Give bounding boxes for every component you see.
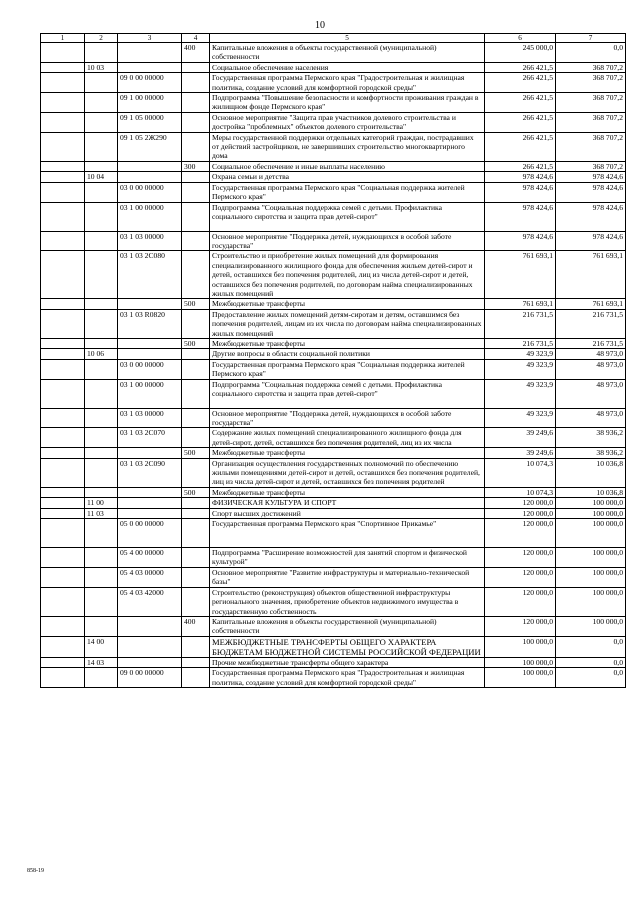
- cell-c7: 368 707,2: [556, 112, 626, 132]
- cell-c1: [41, 616, 85, 636]
- cell-c2: [85, 616, 118, 636]
- cell-c1: [41, 202, 85, 231]
- cell-c1: [41, 519, 85, 548]
- cell-c7: 38 936,2: [556, 448, 626, 458]
- cell-c1: [41, 299, 85, 309]
- cell-c2: 11 00: [85, 498, 118, 508]
- cell-c3: 09 1 05 00000: [118, 112, 182, 132]
- cell-c2: 14 03: [85, 657, 118, 667]
- table-row: [41, 567, 626, 587]
- cell-c2: 11 03: [85, 508, 118, 518]
- cell-c4: [182, 62, 210, 72]
- header-cell-3: 3: [118, 34, 182, 43]
- cell-c1: [41, 428, 85, 448]
- table-row: [41, 519, 626, 548]
- cell-c3: 03 0 00 00000: [118, 359, 182, 379]
- cell-c6: 120 000,0: [485, 587, 556, 616]
- cell-c3: [118, 349, 182, 359]
- cell-c6: 39 249,6: [485, 428, 556, 448]
- cell-c2: [85, 567, 118, 587]
- cell-c4: [182, 587, 210, 616]
- table-row: [41, 132, 626, 161]
- cell-c5: Социальное обеспечение и иные выплаты населению: [210, 161, 485, 171]
- cell-c2: [85, 428, 118, 448]
- cell-c1: [41, 487, 85, 497]
- table-row: [41, 93, 626, 113]
- cell-c5: Организация осуществления государственных полномочий по обеспечению жилыми помещениями детей-сирот и детей, оставшихся без попечения родителей, лиц из числа детей-сирот и детей, оставшихся без попечения родителей: [210, 458, 485, 487]
- cell-c4: [182, 251, 210, 299]
- table-row: [41, 458, 626, 487]
- cell-c1: [41, 43, 85, 63]
- cell-c6: 761 693,1: [485, 251, 556, 299]
- cell-c1: [41, 636, 85, 657]
- cell-c3: 05 4 00 00000: [118, 548, 182, 568]
- cell-c1: [41, 349, 85, 359]
- cell-c6: 49 323,9: [485, 359, 556, 379]
- cell-c1: [41, 567, 85, 587]
- cell-c5: Прочие межбюджетные трансферты общего характера: [210, 657, 485, 667]
- cell-c6: 266 421,5: [485, 161, 556, 171]
- table-row: [41, 251, 626, 299]
- cell-c2: 10 03: [85, 62, 118, 72]
- cell-c1: [41, 498, 85, 508]
- cell-c5: Межбюджетные трансферты: [210, 299, 485, 309]
- cell-c7: 368 707,2: [556, 73, 626, 93]
- cell-c3: [118, 43, 182, 63]
- cell-c4: [182, 112, 210, 132]
- cell-c7: 0,0: [556, 668, 626, 688]
- cell-c6: 120 000,0: [485, 548, 556, 568]
- cell-c3: 05 0 00 00000: [118, 519, 182, 548]
- cell-c7: 368 707,2: [556, 62, 626, 72]
- cell-c3: [118, 487, 182, 497]
- cell-c4: 300: [182, 161, 210, 171]
- cell-c4: [182, 508, 210, 518]
- cell-c3: 09 0 00 00000: [118, 73, 182, 93]
- cell-c5: Основное мероприятие "Развитие инфраструктуры и материально-технической базы": [210, 567, 485, 587]
- cell-c3: 05 4 03 42000: [118, 587, 182, 616]
- cell-c1: [41, 62, 85, 72]
- cell-c2: [85, 73, 118, 93]
- cell-c7: 0,0: [556, 43, 626, 63]
- cell-c7: 48 973,0: [556, 408, 626, 428]
- table-row: [41, 161, 626, 171]
- cell-c2: [85, 93, 118, 113]
- cell-c3: [118, 62, 182, 72]
- cell-c1: [41, 548, 85, 568]
- cell-c6: 49 323,9: [485, 379, 556, 408]
- cell-c3: [118, 299, 182, 309]
- cell-c4: [182, 359, 210, 379]
- cell-c6: 10 074,3: [485, 487, 556, 497]
- cell-c3: [118, 161, 182, 171]
- cell-c2: [85, 587, 118, 616]
- cell-c2: 14 00: [85, 636, 118, 657]
- cell-c1: [41, 251, 85, 299]
- cell-c2: [85, 132, 118, 161]
- table-row: [41, 587, 626, 616]
- cell-c7: 978 424,6: [556, 231, 626, 251]
- cell-c6: 120 000,0: [485, 498, 556, 508]
- cell-c5: Подпрограмма "Социальная поддержка семей с детьми. Профилактика социального сиротства и защита прав детей-сирот": [210, 379, 485, 408]
- cell-c6: 216 731,5: [485, 309, 556, 338]
- cell-c1: [41, 182, 85, 202]
- cell-c3: 09 1 00 00000: [118, 93, 182, 113]
- cell-c7: 978 424,6: [556, 182, 626, 202]
- cell-c1: [41, 458, 85, 487]
- cell-c3: 03 1 03 2С090: [118, 458, 182, 487]
- cell-c1: [41, 668, 85, 688]
- cell-c5: Межбюджетные трансферты: [210, 338, 485, 348]
- cell-c1: [41, 112, 85, 132]
- cell-c6: 266 421,5: [485, 73, 556, 93]
- cell-c4: [182, 172, 210, 182]
- cell-c3: 09 0 00 00000: [118, 668, 182, 688]
- table-row: [41, 636, 626, 657]
- cell-c2: [85, 161, 118, 171]
- cell-c6: 978 424,6: [485, 172, 556, 182]
- cell-c5: Межбюджетные трансферты: [210, 487, 485, 497]
- table-row: [41, 428, 626, 448]
- cell-c7: 100 000,0: [556, 508, 626, 518]
- cell-c3: [118, 498, 182, 508]
- table-row: [41, 231, 626, 251]
- cell-c4: 500: [182, 448, 210, 458]
- cell-c2: [85, 309, 118, 338]
- cell-c5: Подпрограмма "Повышение безопасности и комфортности проживания граждан в жилищном фонде Пермского края": [210, 93, 485, 113]
- cell-c3: [118, 636, 182, 657]
- cell-c2: [85, 112, 118, 132]
- cell-c5: Государственная программа Пермского края "Социальная поддержка жителей Пермского края": [210, 182, 485, 202]
- cell-c6: 49 323,9: [485, 408, 556, 428]
- header-cell-4: 4: [182, 34, 210, 43]
- table-row: [41, 112, 626, 132]
- cell-c1: [41, 338, 85, 348]
- cell-c7: 368 707,2: [556, 132, 626, 161]
- cell-c5: Капитальные вложения в объекты государственной (муниципальной) собственности: [210, 43, 485, 63]
- cell-c6: 100 000,0: [485, 668, 556, 688]
- cell-c2: [85, 408, 118, 428]
- cell-c7: 978 424,6: [556, 202, 626, 231]
- cell-c4: [182, 182, 210, 202]
- cell-c3: 03 1 00 00000: [118, 379, 182, 408]
- cell-c6: 245 000,0: [485, 43, 556, 63]
- cell-c2: [85, 299, 118, 309]
- cell-c2: [85, 519, 118, 548]
- table-row: [41, 508, 626, 518]
- cell-c2: [85, 43, 118, 63]
- cell-c3: 03 1 03 2С080: [118, 251, 182, 299]
- table-row: [41, 349, 626, 359]
- cell-c3: 03 1 03 R0820: [118, 309, 182, 338]
- cell-c6: 266 421,5: [485, 132, 556, 161]
- table-row: [41, 359, 626, 379]
- cell-c4: [182, 548, 210, 568]
- cell-c7: 48 973,0: [556, 359, 626, 379]
- cell-c4: [182, 636, 210, 657]
- cell-c4: [182, 458, 210, 487]
- cell-c6: 216 731,5: [485, 338, 556, 348]
- cell-c5: Строительство и приобретение жилых помещений для формирования специализированного жилищного фонда для обеспечения жильем детей-сирот и детей, оставшихся без попечения родителей, лиц из числа детей-сирот и детей, оставшихся без попечения родителей, по договорам найма специализированных жилых помещений: [210, 251, 485, 299]
- cell-c4: [182, 309, 210, 338]
- table-row: [41, 309, 626, 338]
- table-row: [41, 202, 626, 231]
- cell-c5: Подпрограмма "Социальная поддержка семей с детьми. Профилактика социального сиротства и защита прав детей-сирот": [210, 202, 485, 231]
- cell-c5: Другие вопросы в области социальной политики: [210, 349, 485, 359]
- page-number: 10: [315, 20, 325, 31]
- cell-c7: 48 973,0: [556, 379, 626, 408]
- table-row: [41, 299, 626, 309]
- cell-c1: [41, 587, 85, 616]
- cell-c2: [85, 668, 118, 688]
- cell-c2: [85, 379, 118, 408]
- cell-c3: 03 1 03 00000: [118, 231, 182, 251]
- cell-c3: 03 1 03 00000: [118, 408, 182, 428]
- cell-c7: 100 000,0: [556, 587, 626, 616]
- cell-c4: 500: [182, 299, 210, 309]
- cell-c6: 120 000,0: [485, 616, 556, 636]
- cell-c6: 266 421,5: [485, 93, 556, 113]
- table-row: [41, 43, 626, 63]
- footer-code: 858-19: [27, 868, 44, 874]
- cell-c7: 100 000,0: [556, 548, 626, 568]
- cell-c1: [41, 448, 85, 458]
- cell-c5: Основное мероприятие "Поддержка детей, нуждающихся в особой заботе государства": [210, 408, 485, 428]
- cell-c7: 368 707,2: [556, 161, 626, 171]
- cell-c6: 120 000,0: [485, 567, 556, 587]
- cell-c6: 120 000,0: [485, 519, 556, 548]
- table-row: [41, 62, 626, 72]
- cell-c6: 39 249,6: [485, 448, 556, 458]
- cell-c2: [85, 359, 118, 379]
- cell-c4: [182, 73, 210, 93]
- cell-c2: [85, 251, 118, 299]
- cell-c5: Меры государственной поддержки отдельных категорий граждан, пострадавших от действий застройщиков, не завершивших строительство многоквартирного дома: [210, 132, 485, 161]
- cell-c5: Подпрограмма "Расширение возможностей для занятий спортом и физической культурой": [210, 548, 485, 568]
- cell-c3: [118, 172, 182, 182]
- table-row: [41, 338, 626, 348]
- cell-c4: 500: [182, 338, 210, 348]
- budget-table: [40, 33, 626, 688]
- cell-c5: Капитальные вложения в объекты государственной (муниципальной) собственности: [210, 616, 485, 636]
- table-row: [41, 487, 626, 497]
- cell-c1: [41, 73, 85, 93]
- cell-c5: МЕЖБЮДЖЕТНЫЕ ТРАНСФЕРТЫ ОБЩЕГО ХАРАКТЕРА БЮДЖЕТАМ БЮДЖЕТНОЙ СИСТЕМЫ РОССИЙСКОЙ ФЕДЕРАЦИИ: [210, 636, 485, 657]
- cell-c2: [85, 231, 118, 251]
- cell-c1: [41, 172, 85, 182]
- cell-c7: 0,0: [556, 657, 626, 667]
- cell-c4: [182, 379, 210, 408]
- cell-c3: 09 1 05 2Ж290: [118, 132, 182, 161]
- header-cell-6: 6: [485, 34, 556, 43]
- cell-c5: Межбюджетные трансферты: [210, 448, 485, 458]
- cell-c7: 100 000,0: [556, 519, 626, 548]
- cell-c3: [118, 448, 182, 458]
- cell-c7: 216 731,5: [556, 309, 626, 338]
- cell-c6: 978 424,6: [485, 182, 556, 202]
- table-row: [41, 73, 626, 93]
- cell-c7: 100 000,0: [556, 567, 626, 587]
- cell-c7: 38 936,2: [556, 428, 626, 448]
- table-row: [41, 668, 626, 688]
- cell-c5: Охрана семьи и детства: [210, 172, 485, 182]
- cell-c6: 120 000,0: [485, 508, 556, 518]
- cell-c7: 761 693,1: [556, 251, 626, 299]
- cell-c5: Государственная программа Пермского края "Градостроительная и жилищная политика, создание условий для комфортной городской среды": [210, 73, 485, 93]
- cell-c7: 10 036,8: [556, 487, 626, 497]
- cell-c7: 216 731,5: [556, 338, 626, 348]
- cell-c4: [182, 408, 210, 428]
- cell-c7: 100 000,0: [556, 498, 626, 508]
- cell-c5: ФИЗИЧЕСКАЯ КУЛЬТУРА И СПОРТ: [210, 498, 485, 508]
- cell-c6: 266 421,5: [485, 62, 556, 72]
- header-cell-7: 7: [556, 34, 626, 43]
- cell-c6: 10 074,3: [485, 458, 556, 487]
- cell-c5: Предоставление жилых помещений детям-сиротам и детям, оставшимся без попечения родителей, лицам из их числа по договорам найма специализированных жилых помещений: [210, 309, 485, 338]
- cell-c7: 368 707,2: [556, 93, 626, 113]
- cell-c2: [85, 338, 118, 348]
- cell-c5: Основное мероприятие "Поддержка детей, нуждающихся в особой заботе государства": [210, 231, 485, 251]
- cell-c5: Строительство (реконструкция) объектов общественной инфраструктуры регионального значения, приобретение объектов недвижимого имущества в государственную собственность: [210, 587, 485, 616]
- cell-c1: [41, 657, 85, 667]
- cell-c7: 10 036,8: [556, 458, 626, 487]
- table-row: [41, 548, 626, 568]
- cell-c4: [182, 202, 210, 231]
- cell-c2: 10 06: [85, 349, 118, 359]
- cell-c4: [182, 132, 210, 161]
- table-row: [41, 657, 626, 667]
- table-row: [41, 172, 626, 182]
- cell-c5: Спорт высших достижений: [210, 508, 485, 518]
- cell-c5: Основное мероприятие "Защита прав участников долевого строительства и достройка "проблемных" объектов долевого строительства": [210, 112, 485, 132]
- cell-c4: [182, 567, 210, 587]
- cell-c6: 978 424,6: [485, 202, 556, 231]
- budget-table-body: [41, 34, 626, 688]
- table-row: [41, 379, 626, 408]
- cell-c6: 100 000,0: [485, 636, 556, 657]
- cell-c3: [118, 616, 182, 636]
- cell-c2: 10 04: [85, 172, 118, 182]
- cell-c4: 500: [182, 487, 210, 497]
- cell-c1: [41, 309, 85, 338]
- cell-c4: [182, 657, 210, 667]
- cell-c3: [118, 508, 182, 518]
- cell-c3: 03 0 00 00000: [118, 182, 182, 202]
- column-number-header: [41, 34, 626, 43]
- cell-c7: 48 973,0: [556, 349, 626, 359]
- table-row: [41, 182, 626, 202]
- cell-c3: 03 1 03 2С070: [118, 428, 182, 448]
- header-cell-1: 1: [41, 34, 85, 43]
- cell-c3: 03 1 00 00000: [118, 202, 182, 231]
- cell-c2: [85, 448, 118, 458]
- cell-c1: [41, 359, 85, 379]
- cell-c1: [41, 132, 85, 161]
- cell-c5: Государственная программа Пермского края "Спортивное Прикамье": [210, 519, 485, 548]
- cell-c4: [182, 498, 210, 508]
- cell-c2: [85, 202, 118, 231]
- cell-c4: [182, 519, 210, 548]
- header-cell-5: 5: [210, 34, 485, 43]
- cell-c2: [85, 548, 118, 568]
- table-row: [41, 448, 626, 458]
- cell-c6: 100 000,0: [485, 657, 556, 667]
- cell-c6: 49 323,9: [485, 349, 556, 359]
- cell-c3: [118, 338, 182, 348]
- header-cell-2: 2: [85, 34, 118, 43]
- cell-c7: 100 000,0: [556, 616, 626, 636]
- cell-c1: [41, 231, 85, 251]
- cell-c1: [41, 508, 85, 518]
- cell-c4: [182, 428, 210, 448]
- cell-c1: [41, 161, 85, 171]
- cell-c4: [182, 231, 210, 251]
- cell-c4: [182, 349, 210, 359]
- cell-c2: [85, 487, 118, 497]
- table-row: [41, 408, 626, 428]
- cell-c5: Государственная программа Пермского края "Социальная поддержка жителей Пермского края": [210, 359, 485, 379]
- cell-c6: 761 693,1: [485, 299, 556, 309]
- cell-c3: 05 4 03 00000: [118, 567, 182, 587]
- cell-c4: 400: [182, 43, 210, 63]
- table-row: [41, 498, 626, 508]
- cell-c5: Содержание жилых помещений специализированного жилищного фонда для детей-сирот, детей, оставшихся без попечения родителей, лиц из их числа: [210, 428, 485, 448]
- cell-c5: Социальное обеспечение населения: [210, 62, 485, 72]
- cell-c6: 978 424,6: [485, 231, 556, 251]
- cell-c2: [85, 458, 118, 487]
- table-row: [41, 616, 626, 636]
- cell-c1: [41, 408, 85, 428]
- cell-c4: [182, 93, 210, 113]
- cell-c5: Государственная программа Пермского края "Градостроительная и жилищная политика, создание условий для комфортной городской среды": [210, 668, 485, 688]
- cell-c1: [41, 379, 85, 408]
- cell-c4: 400: [182, 616, 210, 636]
- cell-c7: 761 693,1: [556, 299, 626, 309]
- cell-c3: [118, 657, 182, 667]
- cell-c7: 978 424,6: [556, 172, 626, 182]
- cell-c2: [85, 182, 118, 202]
- cell-c4: [182, 668, 210, 688]
- cell-c7: 0,0: [556, 636, 626, 657]
- cell-c6: 266 421,5: [485, 112, 556, 132]
- cell-c1: [41, 93, 85, 113]
